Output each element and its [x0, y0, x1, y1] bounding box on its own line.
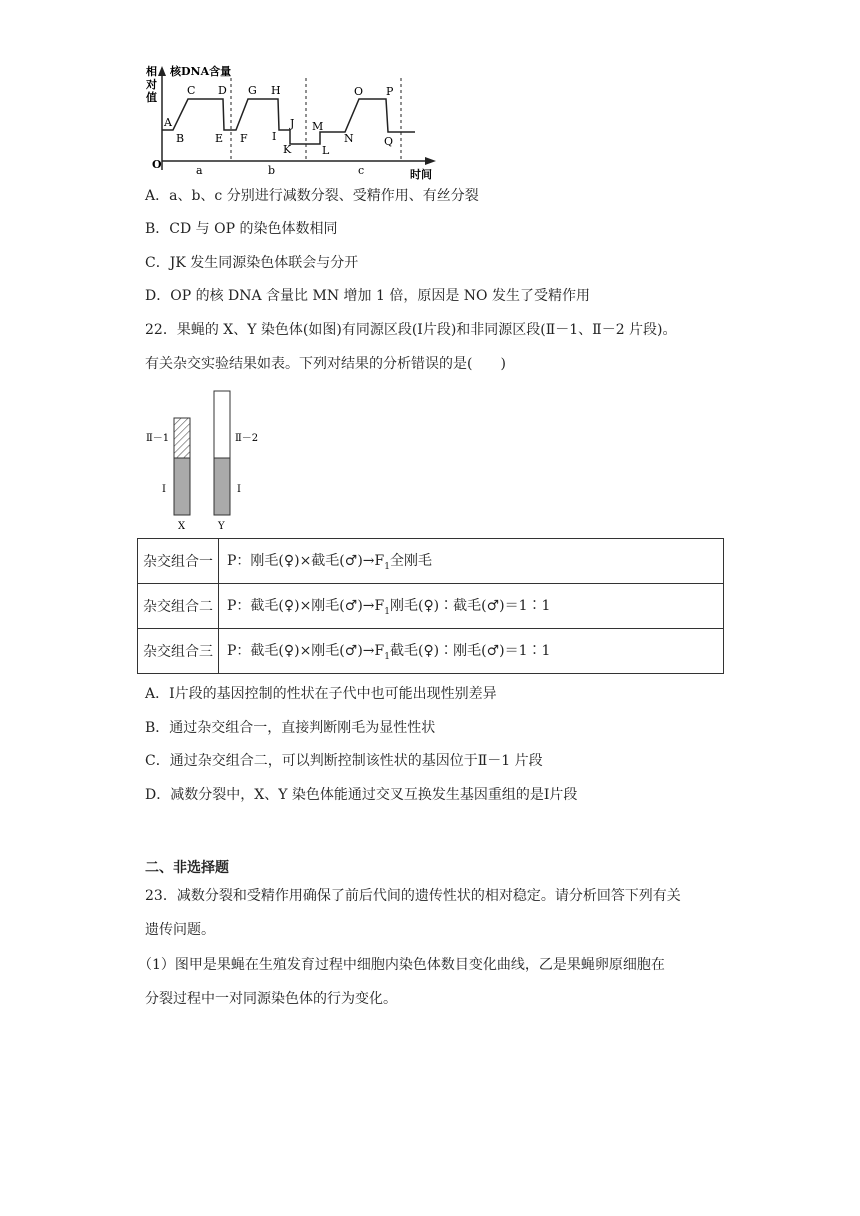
x-chromosome-II1-segment	[174, 418, 190, 458]
table-row	[138, 584, 724, 629]
q21-option-a: A．a、b、c 分别进行减数分裂、受精作用、有丝分裂	[145, 188, 479, 204]
point-g: G	[248, 84, 257, 97]
q22-option-d: D．减数分裂中，X、Y 染色体能通过交叉互换发生基因重组的是Ⅰ片段	[145, 787, 578, 803]
y-chromosome-I-segment	[214, 458, 230, 515]
point-i: I	[272, 130, 277, 143]
point-c: C	[187, 84, 196, 97]
q22-option-a: A．Ⅰ片段的基因控制的性状在子代中也可能出现性别差异	[145, 686, 497, 702]
offspring-result: 刚毛(♀)∶截毛(♂)＝1∶1	[389, 598, 551, 615]
segment-a: a	[196, 164, 203, 177]
q23-line2: 遗传问题。	[145, 922, 215, 938]
q23-sub-line1: （1）图甲是果蝇在生殖发育过程中细胞内染色体数目变化曲线，乙是果蝇卵原细胞在	[138, 957, 665, 973]
cross-parents: P：截毛(♀)×刚毛(♂)	[227, 598, 363, 615]
point-f: F	[240, 132, 248, 145]
dna-content-graph	[140, 60, 440, 182]
q23-sub-line2: 分裂过程中一对同源染色体的行为变化。	[145, 991, 397, 1007]
point-m: M	[312, 120, 324, 133]
ylabel-top: 相	[146, 65, 157, 78]
y-chromosome-II2-segment	[214, 391, 230, 458]
label-X: X	[178, 521, 186, 532]
f1-subscript: 1	[384, 651, 390, 662]
cross-parents: P：刚毛(♀)×截毛(♂)	[227, 553, 363, 570]
point-l: L	[322, 144, 330, 157]
point-j: J	[290, 117, 295, 130]
arrow-icon: →	[362, 553, 375, 570]
f1-label: F	[374, 643, 385, 660]
label-I-left: Ⅰ	[162, 484, 166, 495]
offspring-result: 全刚毛	[389, 553, 432, 570]
point-p: P	[386, 85, 394, 98]
xy-chromosome-figure	[140, 388, 270, 533]
point-n: N	[344, 132, 354, 145]
point-a: A	[164, 116, 172, 129]
x-axis-arrow	[425, 157, 436, 165]
point-e: E	[215, 132, 224, 145]
q22-stem-line1: 22．果蝇的 X、Y 染色体(如图)有同源区段(Ⅰ片段)和非同源区段(Ⅱ－1、Ⅱ－2 片段)。	[145, 322, 677, 338]
cross-result	[219, 584, 724, 629]
cross-result	[219, 629, 724, 674]
cross-name: 杂交组合一	[138, 539, 219, 584]
y-axis-arrow	[158, 66, 166, 76]
f1-subscript: 1	[384, 561, 390, 572]
q21-option-c: C．JK 发生同源染色体联会与分开	[145, 255, 359, 271]
segment-b: b	[268, 164, 276, 177]
point-q: Q	[384, 135, 394, 148]
cross-experiment-table	[137, 538, 724, 674]
label-II1: Ⅱ－1	[146, 433, 170, 444]
cross-result	[219, 539, 724, 584]
segment-c: c	[358, 164, 365, 177]
point-d: D	[218, 84, 227, 97]
label-Y: Y	[218, 521, 225, 532]
point-h: H	[271, 84, 281, 97]
point-o: O	[354, 85, 364, 98]
q22-option-c: C．通过杂交组合二，可以判断控制该性状的基因位于Ⅱ－1 片段	[145, 753, 543, 769]
section-heading: 二、非选择题	[145, 860, 229, 876]
f1-label: F	[374, 598, 385, 615]
f1-subscript: 1	[384, 606, 390, 617]
table-row	[138, 539, 724, 584]
label-II2: Ⅱ－2	[235, 433, 259, 444]
q21-option-b: B．CD 与 OP 的染色体数相同	[145, 221, 338, 237]
table-row	[138, 629, 724, 674]
q22-option-b: B．通过杂交组合一，直接判断刚毛为显性性状	[145, 720, 436, 736]
x-axis-label: 时间	[410, 168, 432, 181]
origin-label: O	[152, 158, 162, 171]
point-k: K	[283, 143, 292, 156]
ylabel-bot: 值	[146, 91, 157, 104]
cross-name: 杂交组合三	[138, 629, 219, 674]
cross-name: 杂交组合二	[138, 584, 219, 629]
ylabel-mid: 对	[146, 78, 157, 91]
arrow-icon: →	[362, 598, 375, 615]
cross-parents: P：截毛(♀)×刚毛(♂)	[227, 643, 363, 660]
graph-title: 核DNA含量	[170, 65, 232, 78]
q21-option-d: D．OP 的核 DNA 含量比 MN 增加 1 倍，原因是 NO 发生了受精作用	[145, 288, 590, 304]
point-b: B	[176, 132, 185, 145]
dna-curve	[162, 99, 415, 144]
q23-line1: 23．减数分裂和受精作用确保了前后代间的遗传性状的相对稳定。请分析回答下列有关	[145, 888, 681, 904]
f1-label: F	[374, 553, 385, 570]
label-I-right: Ⅰ	[237, 484, 241, 495]
offspring-result: 截毛(♀)∶刚毛(♂)＝1∶1	[389, 643, 551, 660]
q22-stem-line2: 有关杂交实验结果如表。下列对结果的分析错误的是( )	[145, 356, 506, 372]
x-chromosome-I-segment	[174, 458, 190, 515]
arrow-icon: →	[362, 643, 375, 660]
